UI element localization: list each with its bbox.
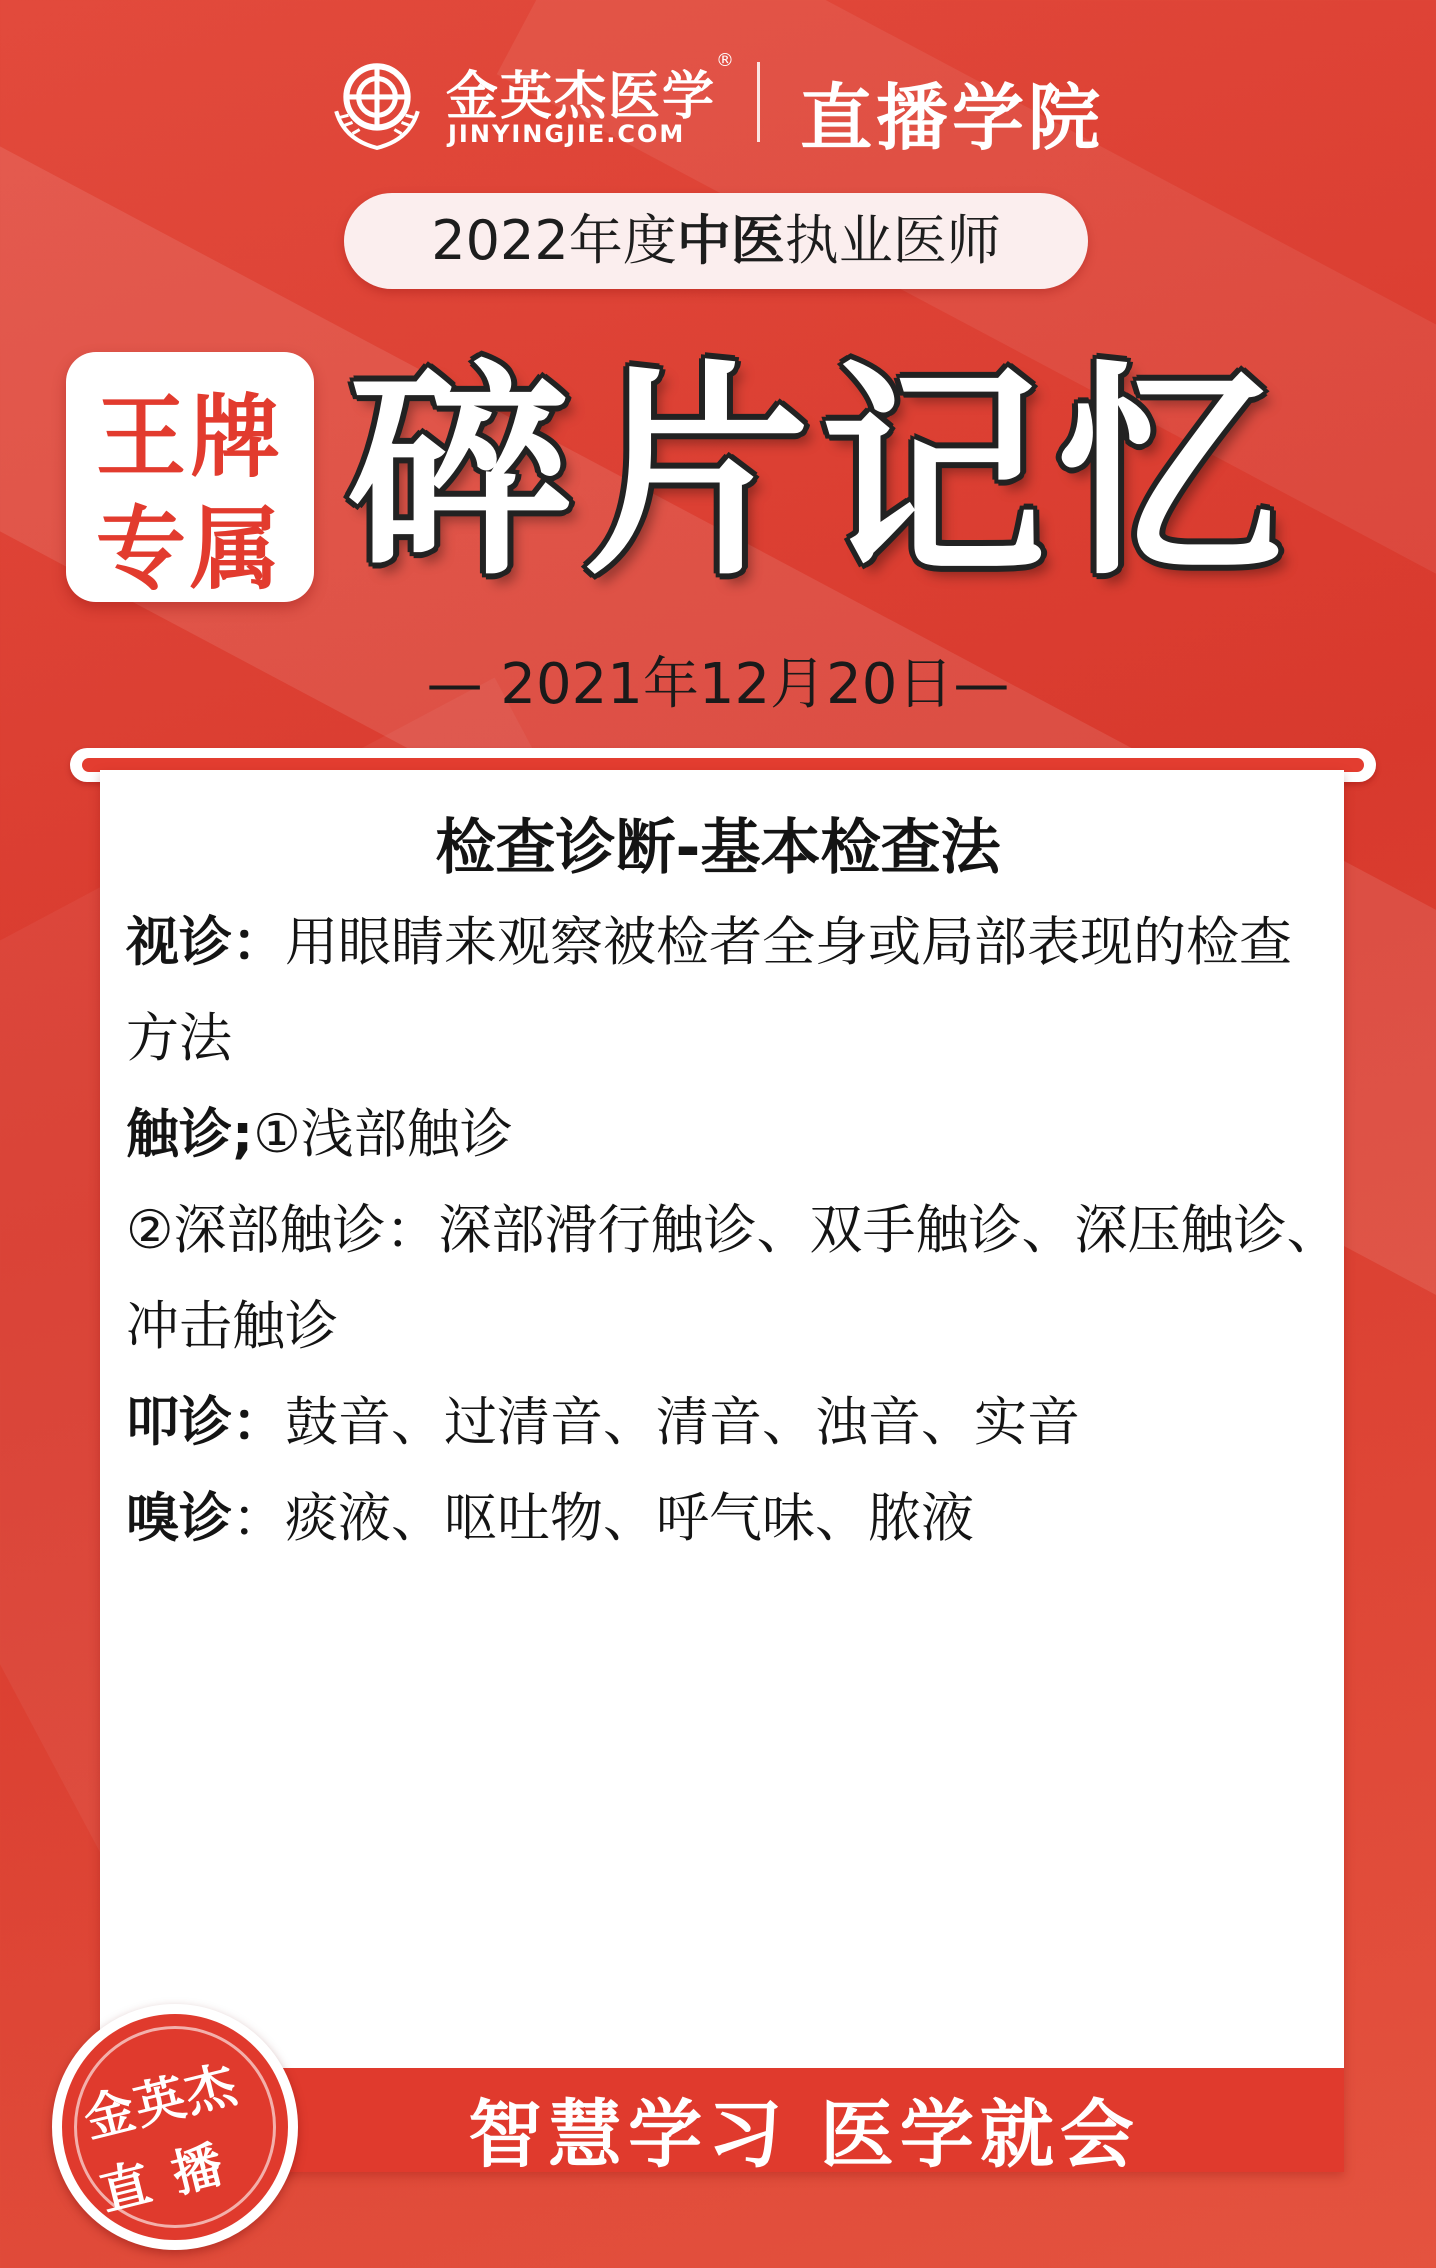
subtitle-rest: 执业医师 [784,209,1001,272]
badge-line: 王牌 [96,385,284,490]
brand-domain: JINYINGJIE.COM [448,120,686,148]
academy-name: 直播学院 [800,76,1105,160]
badge-line: 专属 [96,497,284,602]
seal-line: 直播 [94,2129,252,2222]
line-label: 叩诊： [126,1392,285,1453]
page-title: 碎片记忆 [348,343,1293,606]
line-text: 用眼睛来观察被检者全身或局部表现的检查 [285,912,1292,973]
seal-line: 金英杰 [78,2054,244,2149]
live-seal [52,2004,298,2250]
card-heading: 检查诊断-基本检查法 [435,813,1001,883]
footer-slogan: 智慧学习 医学就会 [468,2092,1140,2178]
date-line: — 2021年12月20日— [426,652,1010,717]
content-card [100,770,1344,2172]
card-line [126,1188,1340,1264]
card-line [126,996,232,1072]
line-text: ：痰液、呕吐物、呼气味、脓液 [232,1488,974,1549]
line-text: 冲击触诊 [126,1296,338,1357]
line-text: ②深部触诊：深部滑行触诊、双手触诊、深压触诊、 [126,1200,1340,1261]
registered-mark: ® [716,50,734,71]
header [0,48,1436,158]
line-text: 鼓音、过清音、清音、浊音、实音 [285,1392,1080,1453]
ace-badge [66,352,314,602]
card-line [126,1476,974,1552]
card-line [126,900,1292,976]
brand-name: 金英杰医学 [446,67,717,127]
card-line [126,1380,1080,1456]
line-label: 视诊： [126,912,285,973]
card-line [126,1092,513,1168]
card-line [126,1284,338,1360]
wreath-logo-icon [326,50,428,152]
line-text: ①浅部触诊 [253,1104,513,1165]
line-text: 方法 [126,1008,232,1069]
subtitle-pill [344,193,1088,289]
line-label: 触诊; [126,1104,254,1165]
line-label: 嗅诊 [126,1488,232,1549]
subtitle-year: 2022年度 [431,209,677,272]
subtitle-strong: 中医 [676,209,785,272]
header-divider [757,62,760,142]
